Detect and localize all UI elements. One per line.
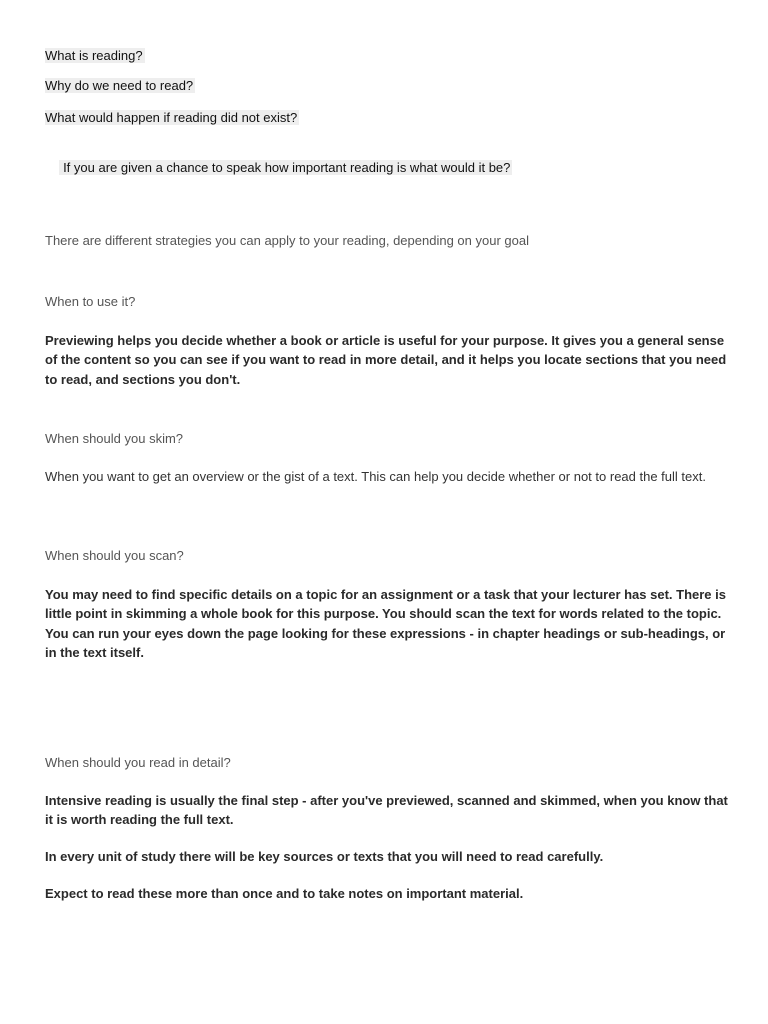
question-speak-importance: If you are given a chance to speak how important reading is what would it be? (59, 160, 511, 175)
question-list-item (45, 108, 299, 127)
question-list-item (45, 76, 195, 95)
question-why-read: Why do we need to read? (45, 78, 194, 93)
detail-body: Intensive reading is usually the final step - after you've previewed, scanned and skimmed, when you know that it is worth reading the full text. (45, 793, 728, 828)
question-list-item (45, 46, 145, 65)
detail-heading: When should you read in detail? (45, 755, 231, 770)
detail-body-3: Expect to read these more than once and to take notes on important material. (45, 886, 524, 901)
preview-heading: When to use it? (45, 294, 136, 309)
detail-body-2: In every unit of study there will be key sources or texts that you will need to read carefully. (45, 849, 604, 864)
question-what-is-reading: What is reading? (45, 48, 143, 63)
scan-body: You may need to find specific details on a topic for an assignment or a task that your lecturer has set. There is little point in skimming a whole book for this purpose. You should scan the text for words related to the topic. You can run your eyes down the page looking for these expressions - in chapter headings or sub-headings, or in the text itself. (45, 587, 726, 660)
intro-text: There are different strategies you can apply to your reading, depending on your goal (45, 233, 529, 248)
question-if-no-reading: What would happen if reading did not exist? (45, 110, 298, 125)
skim-heading: When should you skim? (45, 431, 184, 446)
preview-body: Previewing helps you decide whether a book or article is useful for your purpose. It gives you a general sense of the content so you can see if you want to read in more detail, and it helps you locate sections that you need to read, and sections you don't. (45, 333, 727, 387)
scan-heading: When should you scan? (45, 548, 184, 563)
question-list-item (45, 139, 512, 196)
skim-body: When you want to get an overview or the gist of a text. This can help you decide whether or not to read the full text. (45, 469, 706, 484)
